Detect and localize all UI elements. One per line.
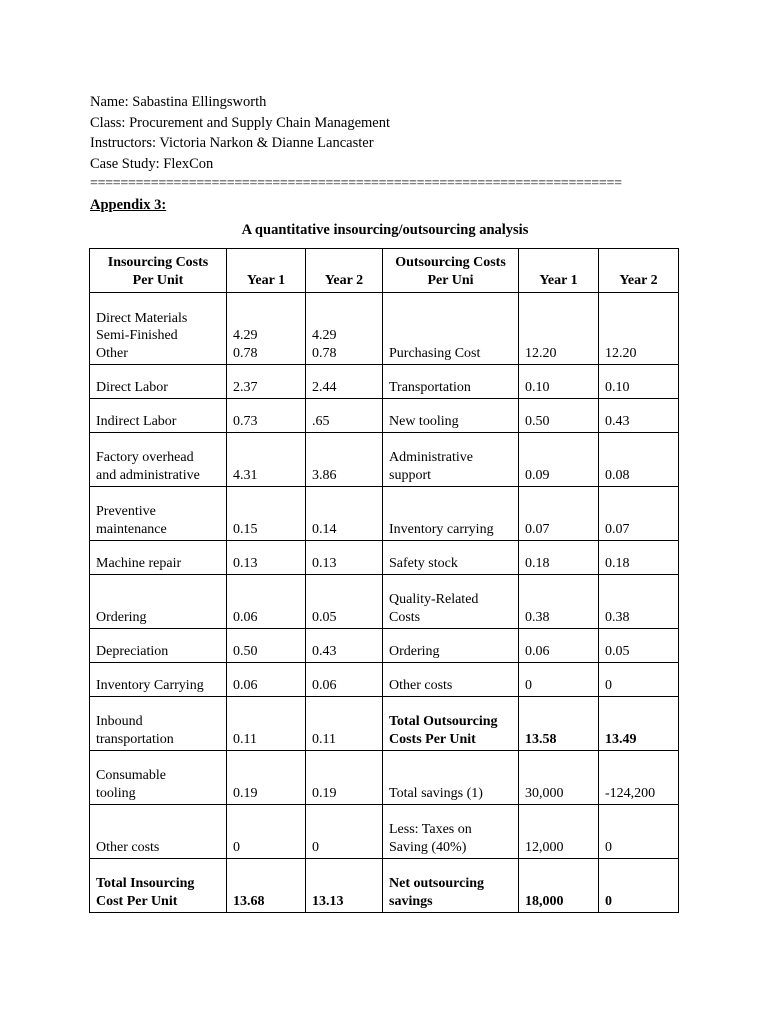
col-header-year2: Year 2 <box>306 249 383 293</box>
insourcing-label: Other costs <box>90 805 227 859</box>
outsourcing-year1: 12,000 <box>519 805 599 859</box>
insourcing-label: Inventory Carrying <box>90 663 227 697</box>
table-header-row <box>90 249 679 293</box>
insourcing-label: Consumable tooling <box>90 751 227 805</box>
outsourcing-label: New tooling <box>383 399 519 433</box>
outsourcing-year2: 0.10 <box>599 365 679 399</box>
table-row <box>90 487 679 541</box>
insourcing-year2: 0.43 <box>306 629 383 663</box>
outsourcing-year2: 0.05 <box>599 629 679 663</box>
insourcing-year1: 0.06 <box>227 663 306 697</box>
outsourcing-year1: 0 <box>519 663 599 697</box>
table-row <box>90 663 679 697</box>
insourcing-year2: 4.29 0.78 <box>306 293 383 365</box>
instructors: Instructors: Victoria Narkon & Dianne Lancaster <box>90 135 374 151</box>
outsourcing-year2: -124,200 <box>599 751 679 805</box>
insourcing-year1: 0.15 <box>227 487 306 541</box>
separator-rule: ====================================================================== <box>90 176 622 191</box>
outsourcing-label: Administrative support <box>383 433 519 487</box>
insourcing-year2: 0.13 <box>306 541 383 575</box>
insourcing-year1: 0.11 <box>227 697 306 751</box>
insourcing-year2: 3.86 <box>306 433 383 487</box>
outsourcing-year2: 0 <box>599 805 679 859</box>
outsourcing-year2: 0.18 <box>599 541 679 575</box>
outsourcing-label: Net outsourcing savings <box>383 859 519 913</box>
table-row <box>90 399 679 433</box>
outsourcing-year1: 0.50 <box>519 399 599 433</box>
col-header-year1-out: Year 1 <box>519 249 599 293</box>
outsourcing-year2: 13.49 <box>599 697 679 751</box>
outsourcing-year2: 0.43 <box>599 399 679 433</box>
document-header <box>90 92 390 174</box>
outsourcing-label: Other costs <box>383 663 519 697</box>
insourcing-label: Depreciation <box>90 629 227 663</box>
insourcing-year2: 0.06 <box>306 663 383 697</box>
insourcing-label: Total Insourcing Cost Per Unit <box>90 859 227 913</box>
outsourcing-year1: 0.38 <box>519 575 599 629</box>
insourcing-label: Indirect Labor <box>90 399 227 433</box>
table-row <box>90 805 679 859</box>
insourcing-year1: 4.29 0.78 <box>227 293 306 365</box>
table-body <box>90 293 679 913</box>
outsourcing-label: Quality-Related Costs <box>383 575 519 629</box>
outsourcing-year2: 0.38 <box>599 575 679 629</box>
outsourcing-year2: 12.20 <box>599 293 679 365</box>
outsourcing-year1: 0.07 <box>519 487 599 541</box>
insourcing-year1: 0.73 <box>227 399 306 433</box>
table-row <box>90 629 679 663</box>
analysis-title: A quantitative insourcing/outsourcing analysis <box>241 222 529 238</box>
insourcing-year1: 13.68 <box>227 859 306 913</box>
insourcing-year2: 13.13 <box>306 859 383 913</box>
col-header-year2-out: Year 2 <box>599 249 679 293</box>
outsourcing-year1: 13.58 <box>519 697 599 751</box>
outsourcing-year1: 0.06 <box>519 629 599 663</box>
insourcing-year1: 0 <box>227 805 306 859</box>
insourcing-year1: 0.13 <box>227 541 306 575</box>
table-row <box>90 751 679 805</box>
outsourcing-year1: 18,000 <box>519 859 599 913</box>
insourcing-label: Direct Materials Semi-Finished Other <box>90 293 227 365</box>
insourcing-label: Direct Labor <box>90 365 227 399</box>
class-name: Class: Procurement and Supply Chain Management <box>90 114 391 131</box>
insourcing-label: Factory overhead and administrative <box>90 433 227 487</box>
table-row <box>90 293 679 365</box>
insourcing-year1: 0.19 <box>227 751 306 805</box>
insourcing-label: Ordering <box>90 575 227 629</box>
outsourcing-year2: 0 <box>599 859 679 913</box>
table-row <box>90 433 679 487</box>
outsourcing-label: Total savings (1) <box>383 751 519 805</box>
outsourcing-year1: 30,000 <box>519 751 599 805</box>
outsourcing-year1: 0.10 <box>519 365 599 399</box>
insourcing-year2: 0.19 <box>306 751 383 805</box>
insourcing-year2: .65 <box>306 399 383 433</box>
outsourcing-label: Purchasing Cost <box>383 293 519 365</box>
student-name: Name: Sabastina Ellingsworth <box>90 94 267 110</box>
outsourcing-year1: 12.20 <box>519 293 599 365</box>
cost-analysis-table <box>89 248 679 913</box>
col-header-outsourcing: Outsourcing Costs Per Uni <box>383 249 519 293</box>
case-study: Case Study: FlexCon <box>90 155 214 172</box>
insourcing-year1: 2.37 <box>227 365 306 399</box>
outsourcing-label: Safety stock <box>383 541 519 575</box>
insourcing-year1: 4.31 <box>227 433 306 487</box>
insourcing-year2: 0 <box>306 805 383 859</box>
insourcing-year2: 2.44 <box>306 365 383 399</box>
outsourcing-label: Inventory carrying <box>383 487 519 541</box>
appendix-label: Appendix 3: <box>90 197 167 213</box>
insourcing-year2: 0.05 <box>306 575 383 629</box>
outsourcing-label: Less: Taxes on Saving (40%) <box>383 805 519 859</box>
outsourcing-year1: 0.09 <box>519 433 599 487</box>
outsourcing-year2: 0.08 <box>599 433 679 487</box>
table-row <box>90 365 679 399</box>
insourcing-year2: 0.11 <box>306 697 383 751</box>
table-row <box>90 575 679 629</box>
outsourcing-year2: 0 <box>599 663 679 697</box>
insourcing-year2: 0.14 <box>306 487 383 541</box>
outsourcing-label: Transportation <box>383 365 519 399</box>
col-header-insourcing: Insourcing Costs Per Unit <box>90 249 227 293</box>
insourcing-label: Machine repair <box>90 541 227 575</box>
table-row <box>90 859 679 913</box>
outsourcing-label: Total Outsourcing Costs Per Unit <box>383 697 519 751</box>
outsourcing-year1: 0.18 <box>519 541 599 575</box>
insourcing-year1: 0.50 <box>227 629 306 663</box>
col-header-year1: Year 1 <box>227 249 306 293</box>
insourcing-label: Preventive maintenance <box>90 487 227 541</box>
insourcing-label: Inbound transportation <box>90 697 227 751</box>
outsourcing-label: Ordering <box>383 629 519 663</box>
insourcing-year1: 0.06 <box>227 575 306 629</box>
table-row <box>90 541 679 575</box>
table-row <box>90 697 679 751</box>
outsourcing-year2: 0.07 <box>599 487 679 541</box>
